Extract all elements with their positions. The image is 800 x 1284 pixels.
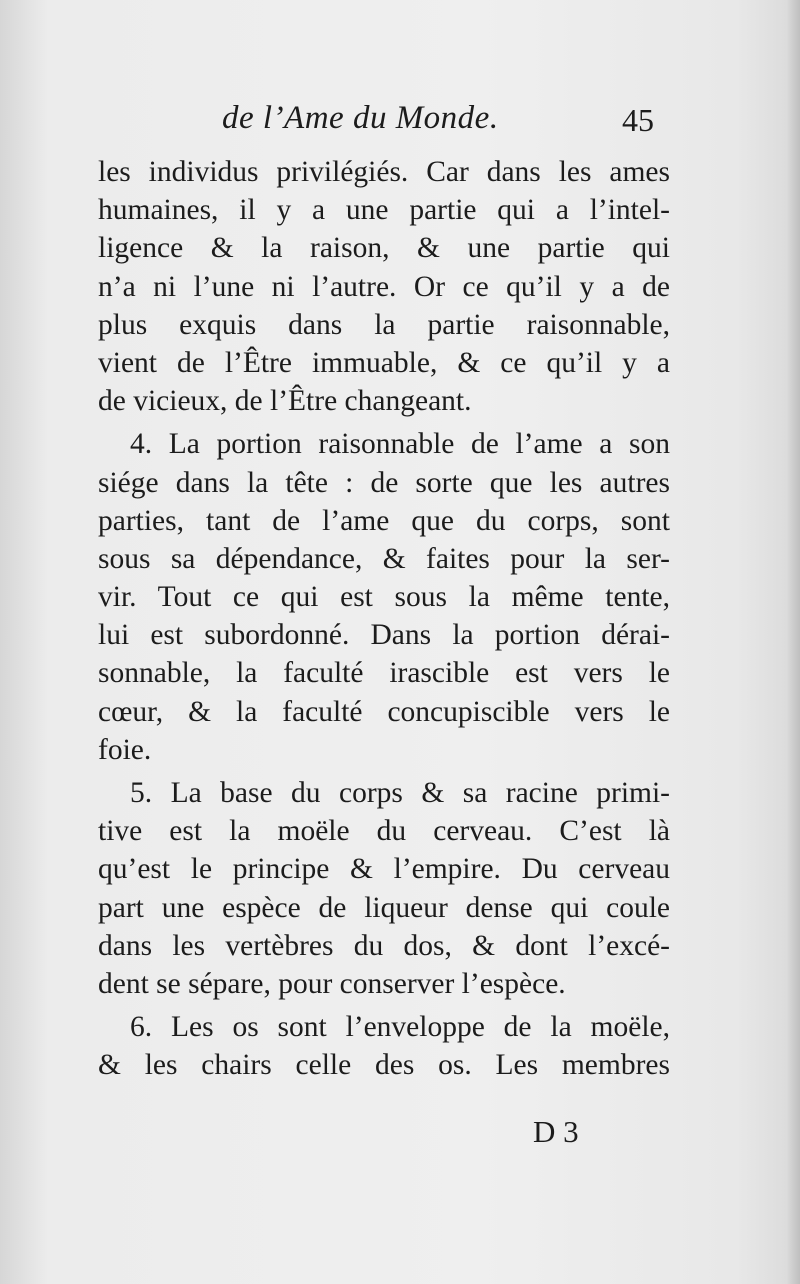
- text-line: n’a ni l’une ni l’autre. Or ce qu’il y a de: [98, 270, 670, 303]
- text-line: ligence & la raison, & une partie qui: [98, 232, 670, 265]
- text-line: qu’est le principe & l’empire. Du cerveau: [98, 853, 670, 886]
- paragraph-3: [98, 774, 670, 1003]
- text-line: parties, tant de l’ame que du corps, sont: [98, 504, 670, 537]
- text-line: dent se sépare, pour conserver l’espèce.: [98, 967, 566, 1000]
- text-line: plus exquis dans la partie raisonnable,: [98, 308, 670, 341]
- text-line: part une espèce de liqueur dense qui coule: [98, 891, 670, 924]
- text-line: cœur, & la faculté concupiscible vers le: [98, 695, 670, 728]
- signature-mark: D 3: [533, 1114, 579, 1149]
- page-header: [0, 100, 800, 150]
- text-line: sonnable, la faculté irascible est vers le: [98, 657, 670, 690]
- text-line: vir. Tout ce qui est sous la même tente,: [98, 581, 670, 614]
- paragraph-4: [98, 1008, 670, 1084]
- text-line: 4. La portion raisonnable de l’ame a son: [130, 428, 670, 461]
- text-line: humaines, il y a une partie qui a l’intel-: [98, 194, 670, 227]
- text-line: 5. La base du corps & sa racine primi-: [130, 777, 670, 809]
- text-line: sous sa dépendance, & faites pour la ser-: [98, 542, 670, 575]
- body-text: [98, 153, 670, 1090]
- text-line: tive est la moële du cerveau. C’est là: [98, 815, 670, 848]
- text-line: dans les vertèbres du dos, & dont l’excé-: [98, 929, 670, 962]
- page-number: 45: [622, 102, 654, 138]
- text-line: foie.: [98, 733, 152, 766]
- text-line: les individus privilégiés. Car dans les ames: [98, 156, 670, 188]
- text-line: de vicieux, de l’Être changeant.: [98, 385, 472, 418]
- text-line: & les chairs celle des os. Les membres: [98, 1049, 670, 1082]
- text-line: siége dans la tête : de sorte que les autres: [98, 466, 670, 499]
- paragraph-1: [98, 153, 670, 420]
- paragraph-2: [98, 425, 670, 769]
- running-title: de l’Ame du Monde.: [222, 100, 499, 136]
- page-edge-shadow: [786, 0, 800, 1284]
- text-line: vient de l’Être immuable, & ce qu’il y a: [98, 346, 670, 379]
- text-line: 6. Les os sont l’enveloppe de la moële,: [130, 1011, 670, 1044]
- text-line: lui est subordonné. Dans la portion dérai-: [98, 619, 670, 652]
